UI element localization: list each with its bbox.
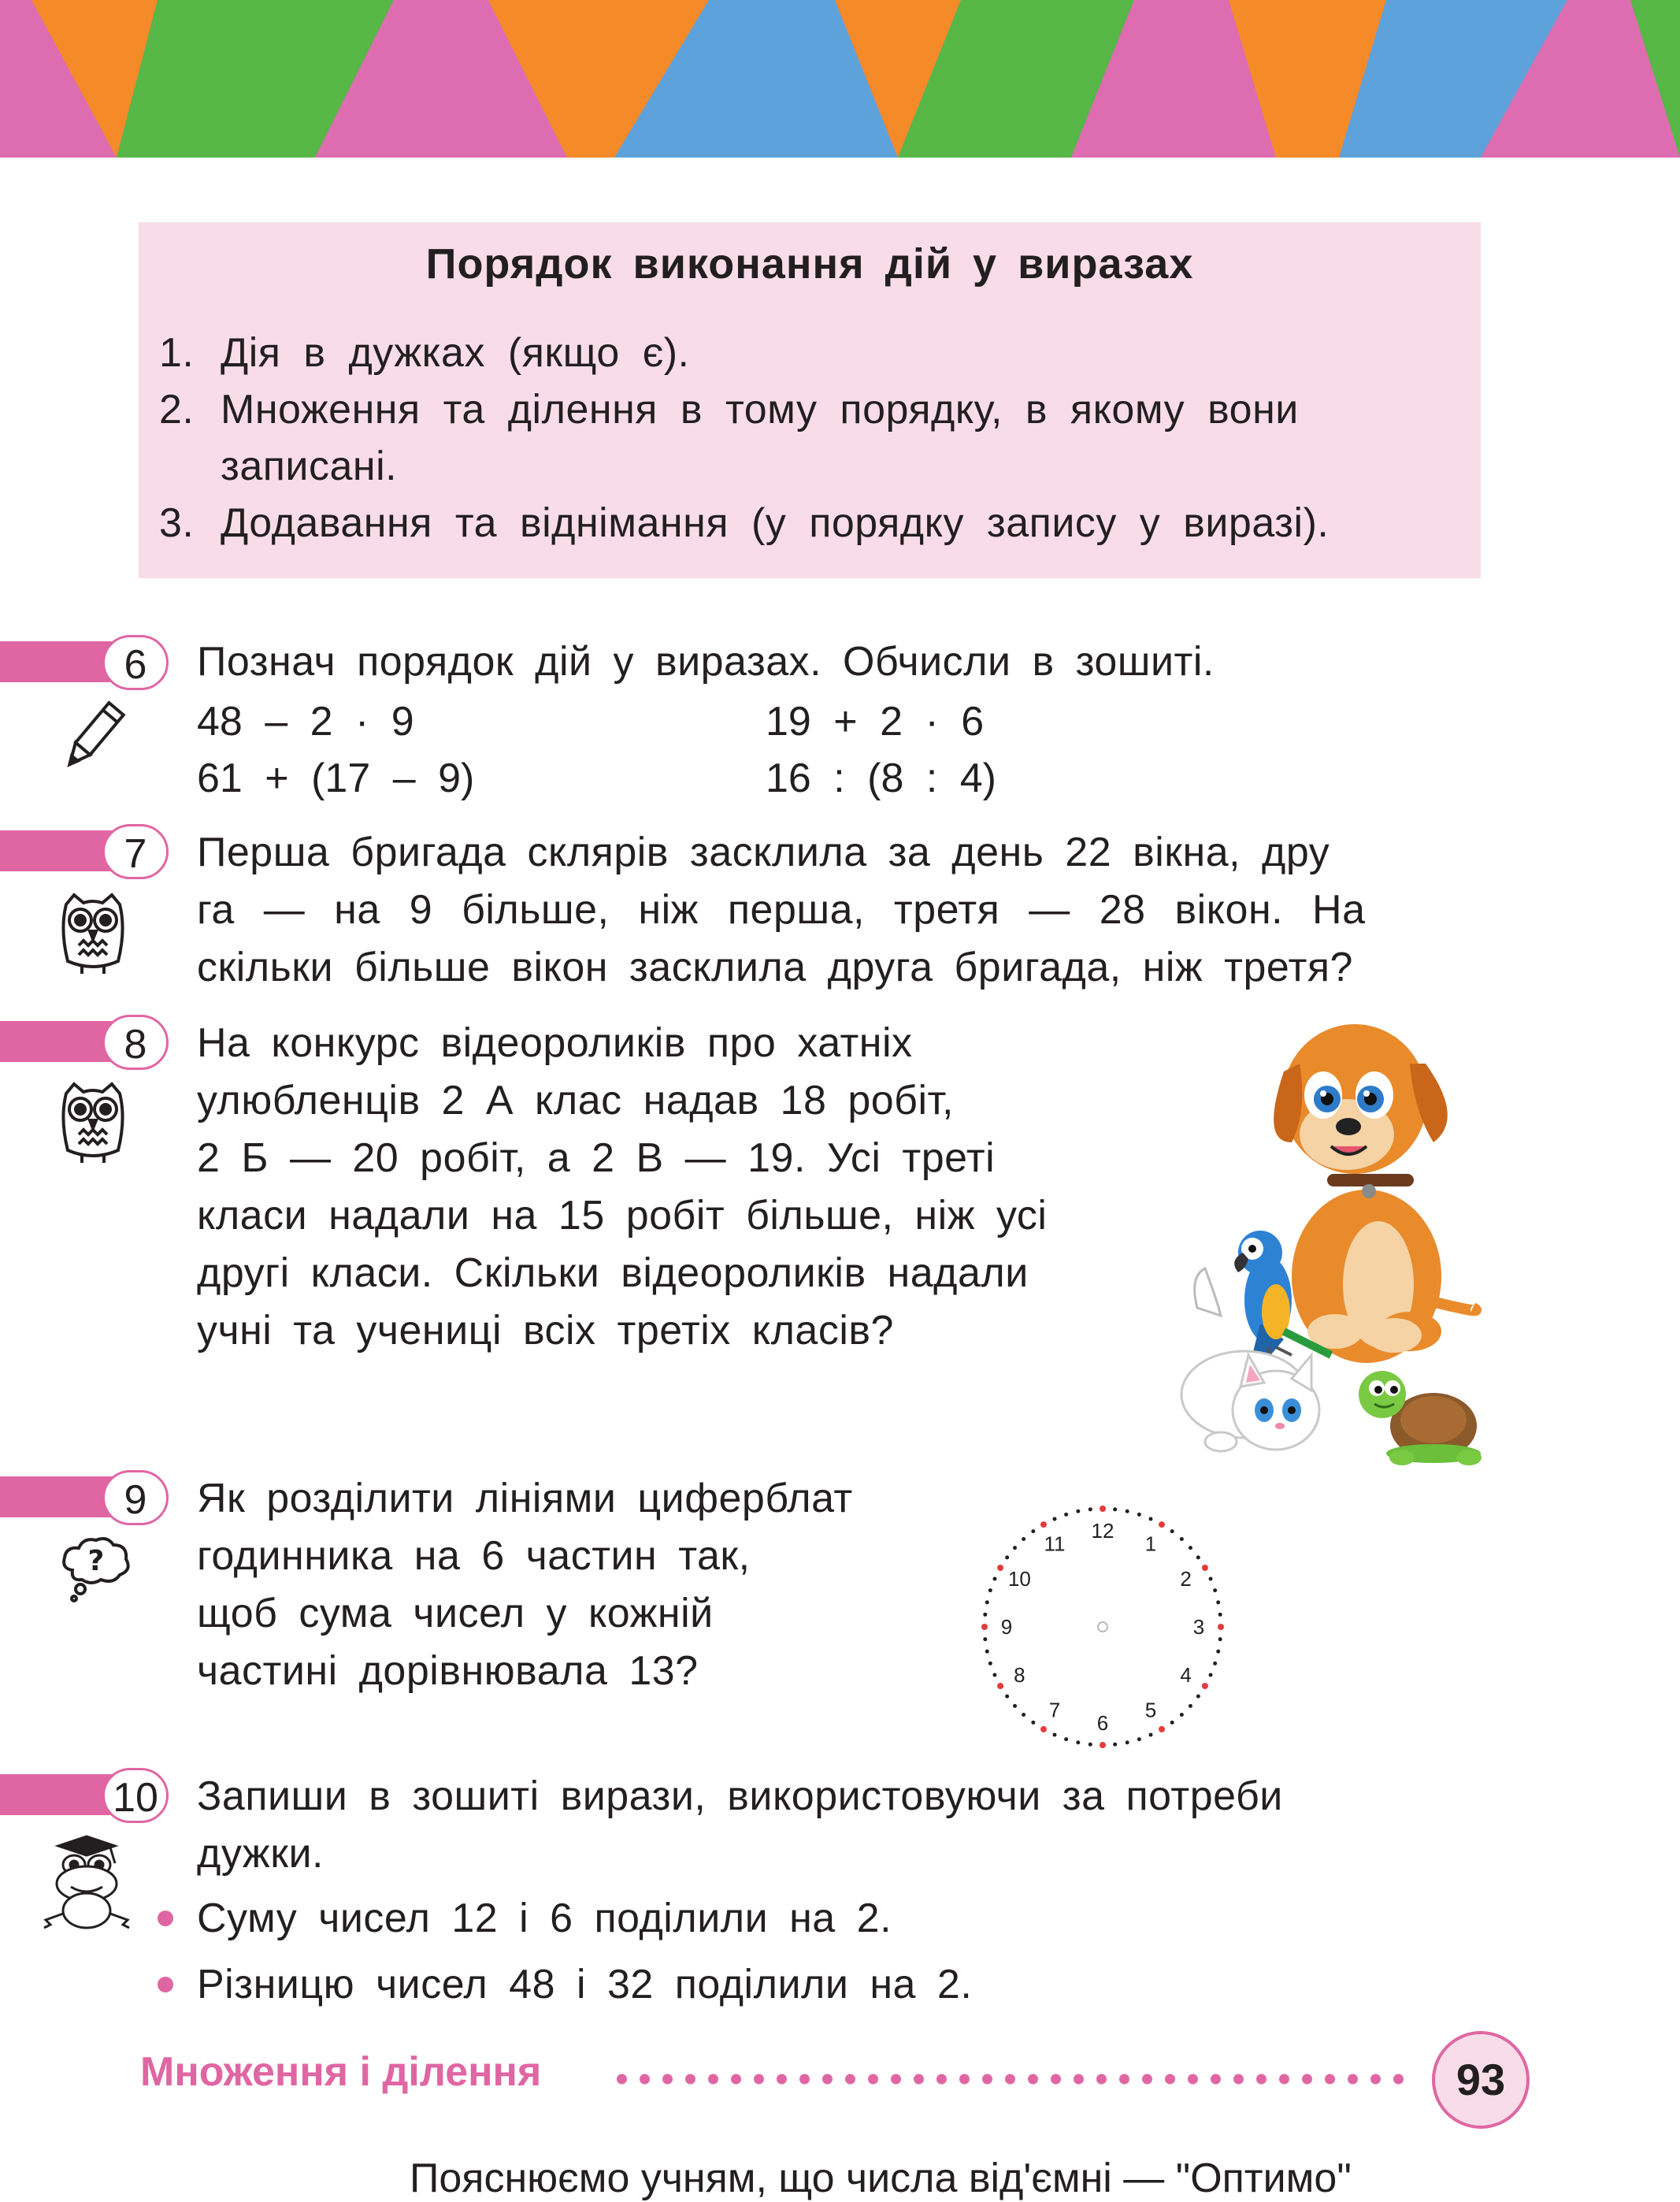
rule-item-1	[159, 325, 1449, 381]
task-text-line: класи надали на 15 робіт більше, ніж усі	[197, 1193, 1048, 1238]
hour-dot	[1100, 1506, 1106, 1512]
task-tab	[0, 1774, 118, 1815]
minute-dot	[1209, 1673, 1213, 1677]
minute-dot	[1126, 1740, 1129, 1744]
task-text-line: На конкурс відеороликів про хатніх	[197, 1020, 913, 1066]
minute-dot	[985, 1650, 989, 1654]
task-tab	[0, 641, 118, 682]
minute-dot	[983, 1613, 987, 1617]
minute-dot	[1113, 1743, 1117, 1747]
minute-dot	[1076, 1740, 1080, 1744]
minute-dot	[1196, 1555, 1200, 1559]
task-text-line: другі класи. Скільки відеороликів надали	[197, 1250, 1029, 1296]
task-number: 8	[102, 1015, 169, 1070]
expression: 48 – 2 · 9	[197, 699, 414, 745]
hour-dot	[1202, 1683, 1208, 1689]
minute-dot	[1031, 1721, 1035, 1725]
task-tab	[0, 1021, 118, 1062]
minute-dot	[1005, 1695, 1009, 1699]
task-text-line: Запиши в зошиті вирази, використовуючи за потреби	[197, 1773, 1283, 1819]
expression: 19 + 2 · 6	[766, 699, 985, 745]
minute-dot	[1213, 1662, 1217, 1665]
minute-dot	[1189, 1704, 1192, 1708]
task-text-line: частині дорівнювала 13?	[197, 1648, 699, 1694]
minute-dot	[1005, 1555, 1009, 1559]
turtle-illustration	[1359, 1371, 1482, 1465]
clock-number: 10	[1007, 1567, 1031, 1591]
hour-dot	[1218, 1624, 1224, 1630]
minute-dot	[992, 1576, 996, 1580]
hour-dot	[1159, 1521, 1165, 1528]
rule-number: 3.	[159, 500, 195, 546]
task-text-line: Перша бригада склярів засклила за день 22 вікна, дру	[197, 830, 1330, 875]
rules-box	[139, 222, 1481, 578]
minute-dot	[1137, 1737, 1141, 1741]
task-text-line: улюбленців 2 А клас надав 18 робіт,	[197, 1078, 955, 1123]
minute-dot	[1088, 1743, 1092, 1747]
page-number: 93	[1432, 2031, 1530, 2129]
clock-number: 6	[1096, 1711, 1109, 1735]
hour-dot	[1040, 1726, 1047, 1732]
owl-icon	[55, 1079, 131, 1166]
minute-dot	[992, 1673, 996, 1677]
clock-number: 2	[1180, 1567, 1192, 1591]
minute-dot	[1209, 1576, 1213, 1580]
clock-center	[1098, 1622, 1107, 1632]
bullet-text: Суму чисел 12 і 6 поділили на 2.	[197, 1896, 892, 1941]
minute-dot	[1149, 1733, 1153, 1737]
top-banner	[0, 0, 1680, 158]
rule-text: Додавання та віднімання (у порядку запису у виразі).	[221, 500, 1330, 546]
minute-dot	[1052, 1733, 1056, 1737]
rules-title: Порядок виконання дій у виразах	[425, 240, 1194, 288]
question-cloud-icon	[57, 1532, 135, 1603]
minute-dot	[1064, 1737, 1068, 1741]
clock-face	[969, 1493, 1237, 1761]
minute-dot	[1076, 1509, 1080, 1513]
clock-number: 12	[1091, 1519, 1114, 1543]
clock-number: 3	[1192, 1615, 1205, 1639]
task-number: 10	[102, 1768, 169, 1823]
hour-dot	[981, 1624, 988, 1630]
rule-item-3	[159, 495, 1449, 551]
clock-number: 8	[1014, 1663, 1025, 1687]
minute-dot	[1013, 1704, 1017, 1708]
minute-dot	[1170, 1721, 1174, 1725]
expression: 61 + (17 – 9)	[197, 756, 475, 801]
minute-dot	[1022, 1713, 1025, 1717]
clock-number: 7	[1048, 1698, 1061, 1722]
minute-dot	[1126, 1509, 1129, 1513]
rule-item-2	[159, 381, 1449, 495]
dog-illustration	[1274, 1024, 1476, 1363]
frog-graduate-icon	[39, 1832, 134, 1934]
minute-dot	[1216, 1650, 1220, 1654]
hour-dot	[997, 1683, 1003, 1689]
hour-dot	[1159, 1726, 1165, 1732]
hour-dot	[1202, 1565, 1208, 1571]
hour-dot	[1100, 1742, 1106, 1748]
task-tab	[0, 830, 118, 871]
hour-dot	[997, 1565, 1003, 1571]
minute-dot	[1088, 1507, 1092, 1511]
minute-dot	[1149, 1517, 1153, 1521]
task-number: 7	[102, 824, 169, 879]
minute-dot	[1218, 1637, 1222, 1641]
rule-number: 2.	[159, 387, 195, 433]
rule-text-continued: записані.	[221, 444, 398, 489]
bullet-text: Різницю чисел 48 і 32 поділили на 2.	[197, 1962, 973, 2007]
task-text-line: га — на 9 більше, ніж перша, третя — 28 вікон. На	[197, 887, 1366, 933]
pencil-icon	[54, 697, 132, 776]
rule-number: 1.	[159, 330, 195, 376]
rule-text: Множення та ділення в тому порядку, в якому вони	[221, 387, 1299, 433]
minute-dot	[1196, 1695, 1200, 1699]
minute-dot	[1213, 1588, 1217, 1592]
task-text-line: дужки.	[197, 1831, 324, 1877]
svg-text:?: ?	[87, 1545, 105, 1577]
task-number: 6	[102, 635, 169, 690]
minute-dot	[1180, 1713, 1184, 1717]
pets-illustration	[1174, 1016, 1489, 1505]
minute-dot	[1052, 1517, 1056, 1521]
owl-icon	[55, 890, 131, 977]
task-text-line: 2 Б — 20 робіт, а 2 В — 19. Усі треті	[197, 1135, 996, 1181]
minute-dot	[1064, 1513, 1068, 1517]
dotted-leader	[610, 2074, 1414, 2085]
clock-number: 5	[1144, 1698, 1157, 1722]
minute-dot	[1013, 1546, 1017, 1550]
bottom-cut-text: Пояснюємо учням, що числа від'ємні — "Оптимо"	[410, 2156, 1352, 2201]
clock-number: 11	[1044, 1532, 1066, 1556]
clock-number: 4	[1180, 1663, 1192, 1687]
bullet-dot	[158, 1911, 173, 1926]
task-text-line: скільки більше вікон засклила друга бригада, ніж третя?	[197, 945, 1353, 990]
minute-dot	[1170, 1529, 1174, 1533]
task-text-line: учні та учениці всіх третіх класів?	[197, 1308, 894, 1354]
hour-dot	[1040, 1521, 1047, 1528]
section-title: Множення і ділення	[140, 2049, 542, 2095]
minute-dot	[988, 1588, 992, 1592]
task-text-line: годинника на 6 частин так,	[197, 1533, 751, 1579]
task-text-line: Як розділити лініями циферблат	[197, 1476, 853, 1521]
bullet-dot	[158, 1977, 173, 1992]
task-text-line: щоб сума чисел у кожній	[197, 1591, 714, 1636]
clock-number: 9	[1000, 1615, 1013, 1639]
expression: 16 : (8 : 4)	[766, 756, 996, 801]
minute-dot	[1022, 1537, 1025, 1541]
minute-dot	[985, 1600, 989, 1604]
minute-dot	[1218, 1613, 1222, 1617]
minute-dot	[1180, 1537, 1184, 1541]
task-number: 9	[102, 1470, 169, 1525]
minute-dot	[1113, 1507, 1117, 1511]
rule-text: Дія в дужках (якщо є).	[221, 330, 690, 376]
minute-dot	[983, 1637, 987, 1641]
minute-dot	[988, 1662, 992, 1665]
minute-dot	[1137, 1513, 1141, 1517]
task-text: Познач порядок дій у виразах. Обчисли в зошиті.	[197, 639, 1215, 685]
clock-number: 1	[1144, 1532, 1157, 1556]
minute-dot	[1189, 1546, 1192, 1550]
task-tab	[0, 1476, 118, 1517]
minute-dot	[1031, 1529, 1035, 1533]
minute-dot	[1216, 1600, 1220, 1604]
